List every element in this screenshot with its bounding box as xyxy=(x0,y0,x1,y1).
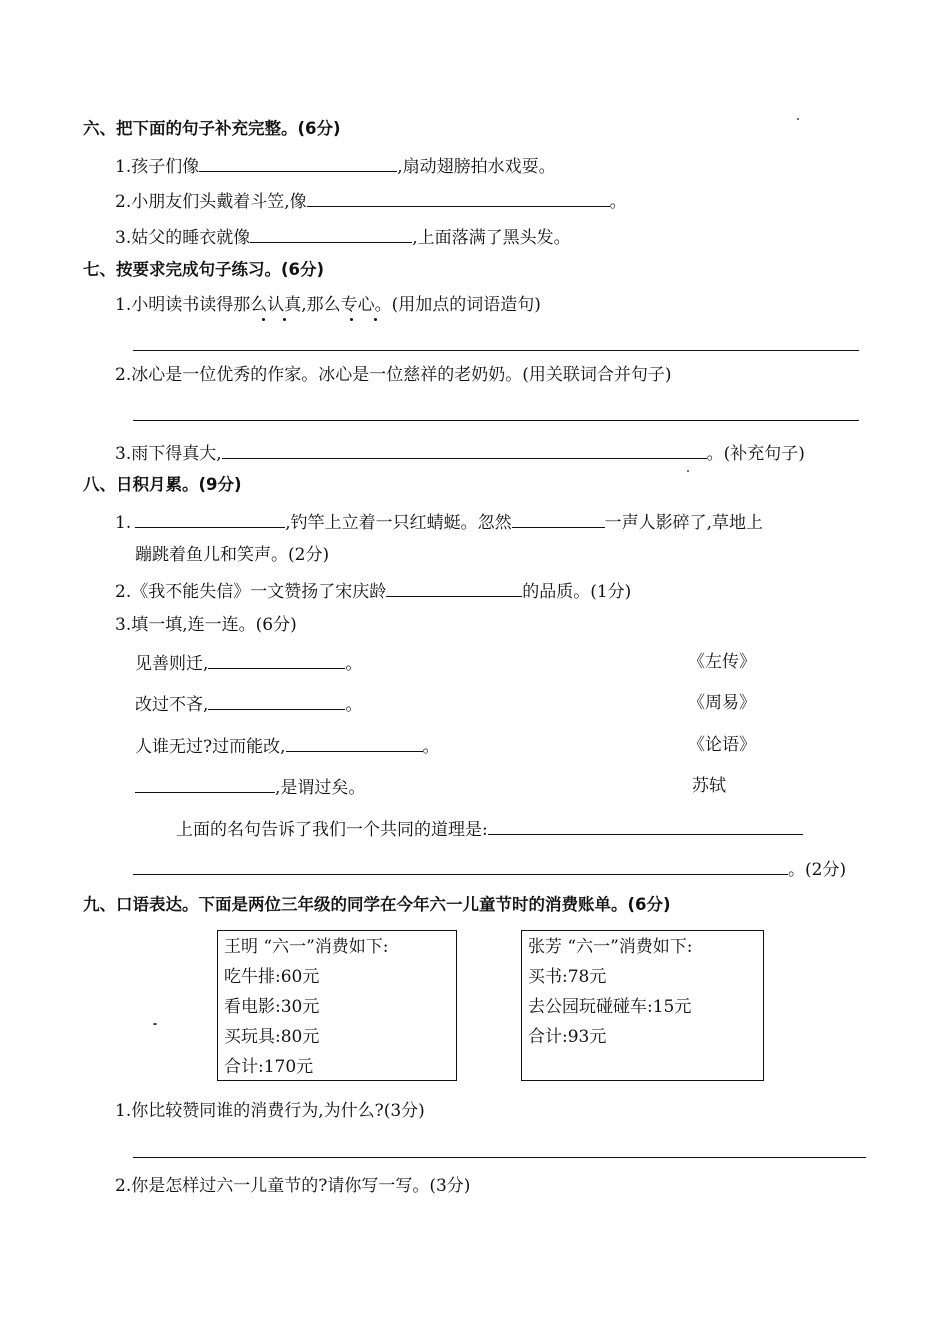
s8-q2-blank[interactable] xyxy=(386,582,522,597)
proverb-2-text: 改过不吝, xyxy=(135,695,209,715)
bill-item: 看电影:30元 xyxy=(224,997,320,1017)
s6-q1-blank[interactable] xyxy=(199,157,397,172)
s8-summary-prompt xyxy=(176,820,803,839)
proverb-1-blank[interactable] xyxy=(208,654,345,669)
proverb-3-blank[interactable] xyxy=(286,737,423,752)
summary-blank[interactable] xyxy=(488,820,803,835)
bill-item: 买书:78元 xyxy=(528,967,607,987)
period: 。 xyxy=(345,695,363,715)
s7-question-1: 1.小明读书读得那么认真,那么专心。(用加点的词语造句) xyxy=(115,295,541,315)
proverb-3 xyxy=(135,737,440,756)
bill-wangming xyxy=(217,930,457,1081)
source-lunyu[interactable]: 《论语》 xyxy=(688,735,756,755)
summary-text: 上面的名句告诉了我们一个共同的道理是: xyxy=(176,820,488,840)
s6-q1-suffix: ,扇动翅膀拍水戏耍。 xyxy=(397,157,556,177)
s6-q2-suffix: 。 xyxy=(609,192,627,212)
section-7-title: 七、按要求完成句子练习。(6分) xyxy=(83,260,325,279)
s7-q1-answer-line[interactable] xyxy=(133,350,859,351)
s8-question-1-continuation: 蹦跳着鱼儿和笑声。(2分) xyxy=(135,545,330,565)
section-9-title: 九、口语表达。下面是两位三年级的同学在今年六一儿童节时的消费账单。(6分) xyxy=(83,895,671,914)
source-zhouyi[interactable]: 《周易》 xyxy=(688,693,756,713)
s6-question-1 xyxy=(115,157,556,176)
s8-q1-end: 一声人影碎了,草地上 xyxy=(604,513,764,533)
s6-q2-prefix: 2.小朋友们头戴着斗笠,像 xyxy=(115,192,307,212)
bill-total: 合计:93元 xyxy=(528,1027,607,1047)
s8-q1-middle: ,钓竿上立着一只红蜻蜓。忽然 xyxy=(285,513,512,533)
scan-speck xyxy=(797,118,799,120)
section-8-title: 八、日积月累。(9分) xyxy=(83,475,242,494)
proverb-4 xyxy=(135,778,365,797)
bill-header: 张芳 “六一”消费如下: xyxy=(528,937,693,957)
s8-summary-line-2 xyxy=(133,860,846,879)
s7-question-2: 2.冰心是一位优秀的作家。冰心是一位慈祥的老奶奶。(用关联词合并句子) xyxy=(115,365,672,385)
s6-q1-prefix: 1.孩子们像 xyxy=(115,157,200,177)
s6-question-2 xyxy=(115,192,627,211)
s9-question-2: 2.你是怎样过六一儿童节的?请你写一写。(3分) xyxy=(115,1176,471,1196)
summary-end: 。(2分) xyxy=(788,860,847,880)
source-sushi[interactable]: 苏轼 xyxy=(692,776,726,796)
s6-q3-prefix: 3.姑父的睡衣就像 xyxy=(115,228,251,248)
s8-q1-blank-1[interactable] xyxy=(135,513,285,528)
scan-speck xyxy=(153,1023,157,1025)
s6-q3-blank[interactable] xyxy=(250,228,412,243)
bill-total: 合计:170元 xyxy=(224,1057,314,1077)
bill-item: 吃牛排:60元 xyxy=(224,967,320,987)
s9-q1-answer-line[interactable] xyxy=(133,1157,866,1158)
summary-blank-2[interactable] xyxy=(133,860,788,875)
s8-q2-suffix: 的品质。(1分) xyxy=(522,582,632,602)
emphasis-dot xyxy=(374,318,377,321)
scan-speck xyxy=(687,470,689,472)
emphasis-dot xyxy=(350,318,353,321)
s8-question-3: 3.填一填,连一连。(6分) xyxy=(115,615,297,635)
proverb-1-text: 见善则迁, xyxy=(135,654,209,674)
period: 。 xyxy=(422,737,440,757)
s7-q3-blank[interactable] xyxy=(222,444,707,459)
s8-q1-number: 1. xyxy=(115,513,132,533)
s7-q2-answer-line[interactable] xyxy=(133,420,859,421)
proverb-3-text: 人谁无过?过而能改, xyxy=(135,737,286,757)
emphasis-dot xyxy=(262,318,265,321)
s7-question-3 xyxy=(115,444,805,463)
s8-question-1 xyxy=(115,513,763,532)
s7-q3-suffix: 。(补充句子) xyxy=(706,444,805,464)
emphasis-dot xyxy=(283,318,286,321)
bill-item: 去公园玩碰碰车:15元 xyxy=(528,997,692,1017)
period: 。 xyxy=(345,654,363,674)
s6-q2-blank[interactable] xyxy=(307,192,610,207)
proverb-4-blank[interactable] xyxy=(135,778,275,793)
s6-question-3 xyxy=(115,228,571,247)
bill-item: 买玩具:80元 xyxy=(224,1027,320,1047)
s9-question-1: 1.你比较赞同谁的消费行为,为什么?(3分) xyxy=(115,1101,425,1121)
source-zuozhuan[interactable]: 《左传》 xyxy=(688,652,756,672)
s6-q3-suffix: ,上面落满了黑头发。 xyxy=(412,228,571,248)
s8-q2-prefix: 2.《我不能失信》一文赞扬了宋庆龄 xyxy=(115,582,387,602)
s8-q1-blank-2[interactable] xyxy=(512,513,605,528)
proverb-2-blank[interactable] xyxy=(208,695,345,710)
s8-question-2 xyxy=(115,582,631,601)
proverb-2 xyxy=(135,695,362,714)
bill-zhangfang xyxy=(521,930,764,1081)
proverb-4-text: ,是谓过矣。 xyxy=(275,778,366,798)
s7-q3-prefix: 3.雨下得真大, xyxy=(115,444,222,464)
proverb-1 xyxy=(135,654,362,673)
section-6-title: 六、把下面的句子补充完整。(6分) xyxy=(83,119,341,138)
bill-header: 王明 “六一”消费如下: xyxy=(224,937,389,957)
